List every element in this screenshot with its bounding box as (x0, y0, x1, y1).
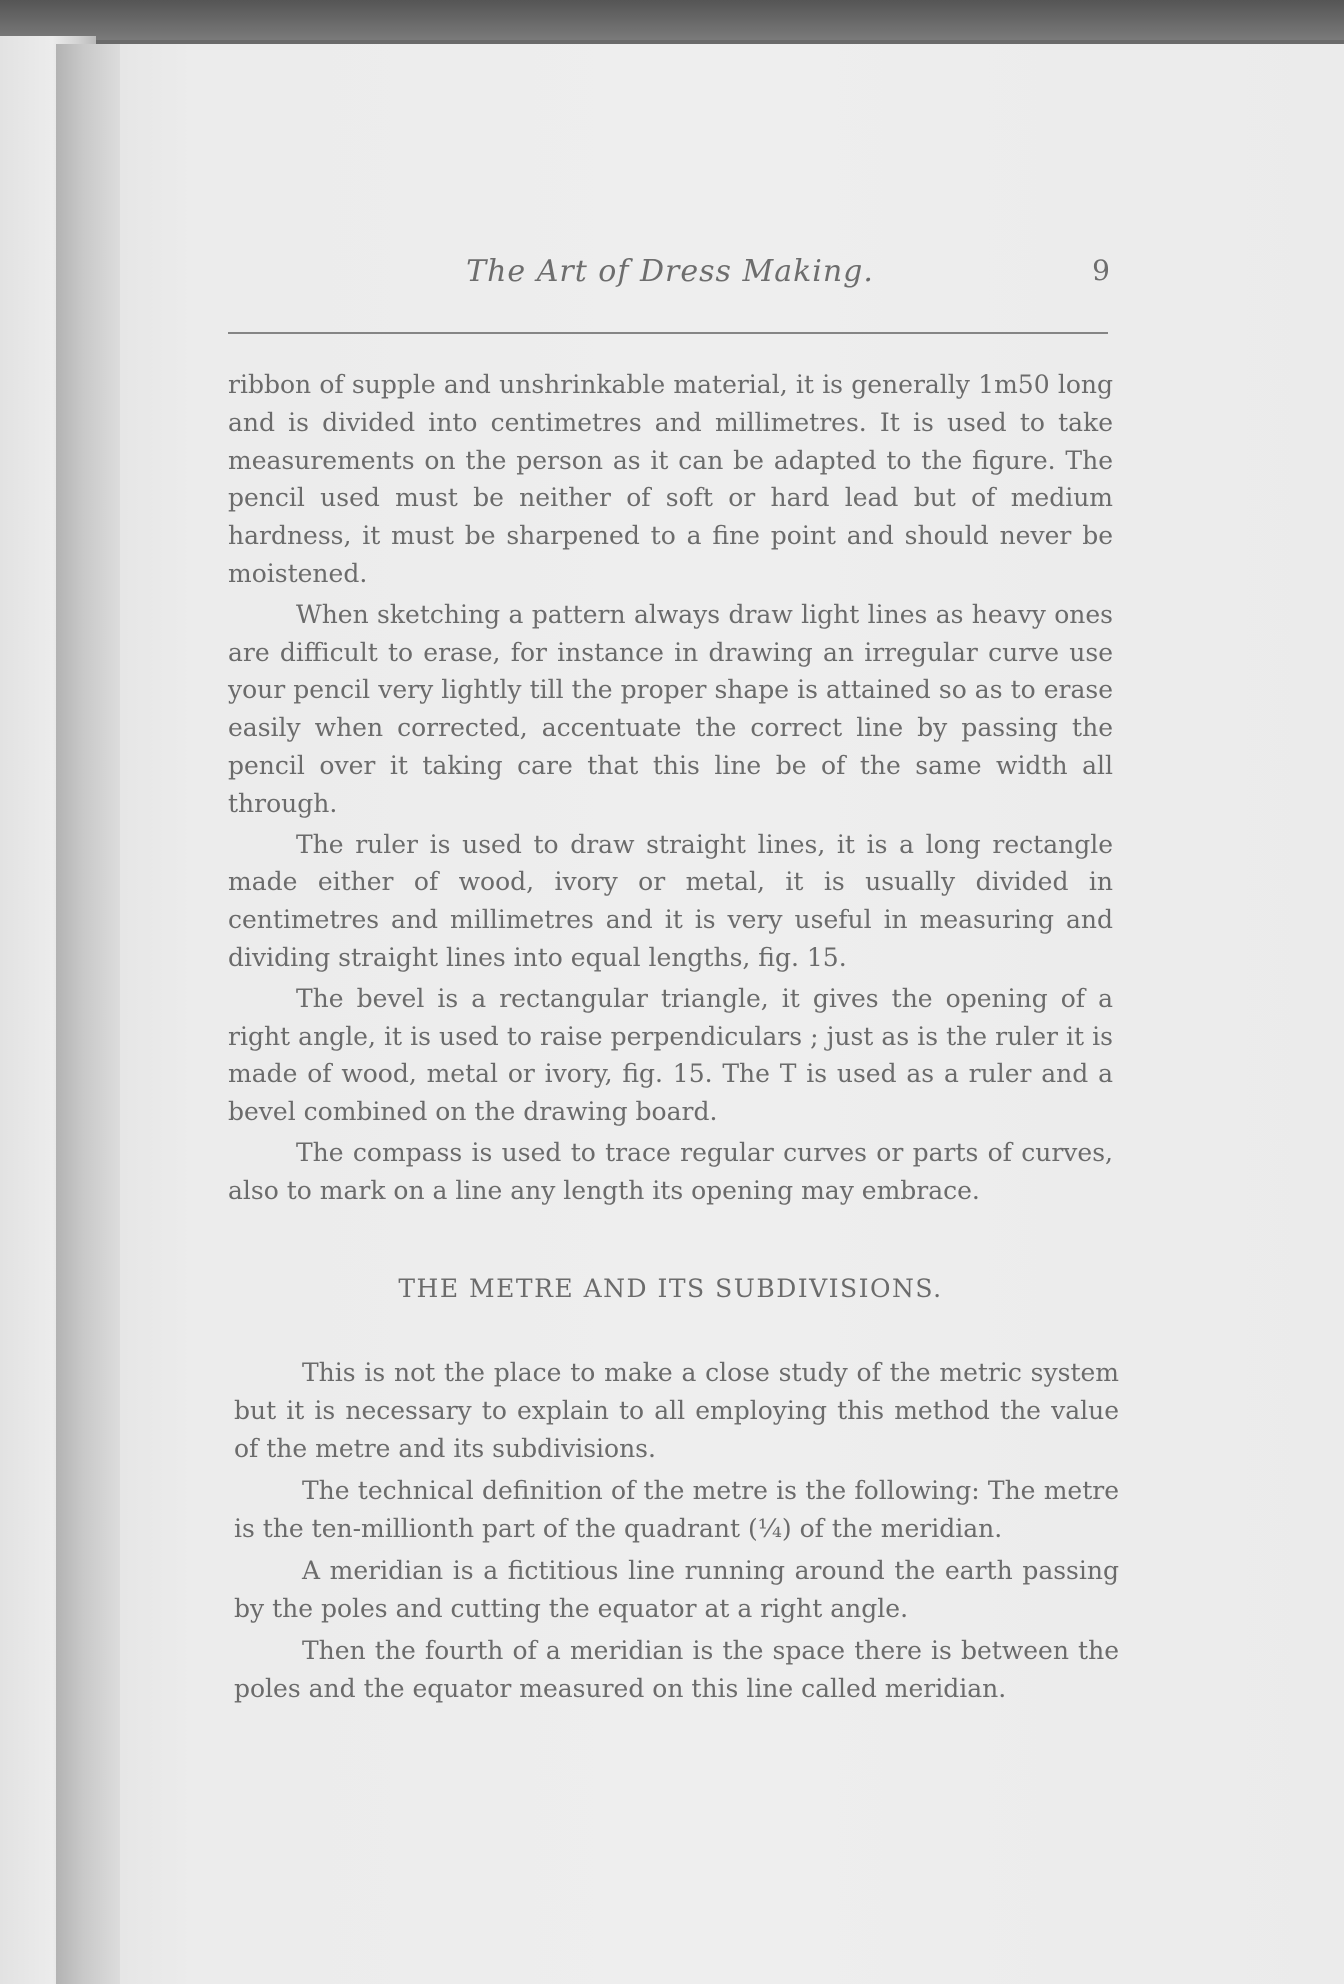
paragraph-compass: The compass is used to trace regular curves or parts of curves, also to mark on a line any length its opening may embrace. (228, 1137, 1113, 1205)
paragraph-sketching: When sketching a pattern always draw light lines as heavy ones are difficult to erase, for instance in drawing an irregular curve use your pencil very lightly till the proper shape is attained so as to erase easily when corrected, accentuate the correct line by passing the pencil over it taking care that this line be of the same width all through. (228, 599, 1113, 818)
paragraph-meridian: A meridian is a fictitious line running around the earth passing by the poles and cutting the equator at a right angle. (234, 1556, 1119, 1623)
section-heading: THE METRE AND ITS SUBDIVISIONS. (398, 1274, 943, 1303)
paragraph-metre-definition: The technical definition of the metre is the following: The metre is the ten-millionth part of the quadrant (¼) of the meridian. (234, 1476, 1119, 1543)
paragraph-continuation: ribbon of supple and unshrinkable material, it is generally 1m50 long and is divided into centimetres and millimetres. It is used to take measurements on the person as it can be adapted to the figure. The pencil used must be neither of soft or hard lead but of medium hardness, it must be sharpened to a fine point and should never be moistened. (228, 370, 1113, 588)
running-head-title: The Art of Dress Making. (466, 254, 874, 289)
paragraph-bevel: The bevel is a rectangular triangle, it gives the opening of a right angle, it is used to raise perpendiculars ; just as is the ruler it is made of wood, metal or ivory, fig. 15. The T is used as a ruler and a bevel combined on the drawing board. (228, 983, 1113, 1127)
body-text-section (234, 1354, 1119, 1712)
paragraph-ruler: The ruler is used to draw straight lines, it is a long rectangle made either of wood, ivory or metal, it is usually divided in centimetres and millimetres and it is very useful in measuring and dividing straight lines into equal lengths, fig. 15. (228, 829, 1113, 972)
paragraph-quadrant: Then the fourth of a meridian is the space there is between the poles and the equator measured on this line called meridian. (234, 1636, 1119, 1703)
running-head (230, 254, 1110, 298)
body-text-top (228, 366, 1113, 1213)
paragraph-metric-intro: This is not the place to make a close study of the metric system but it is necessary to explain to all employing this method the value of the metre and its subdivisions. (234, 1358, 1119, 1463)
header-rule (228, 332, 1108, 334)
scanner-top-edge (0, 0, 1344, 40)
page-number: 9 (1092, 254, 1110, 287)
